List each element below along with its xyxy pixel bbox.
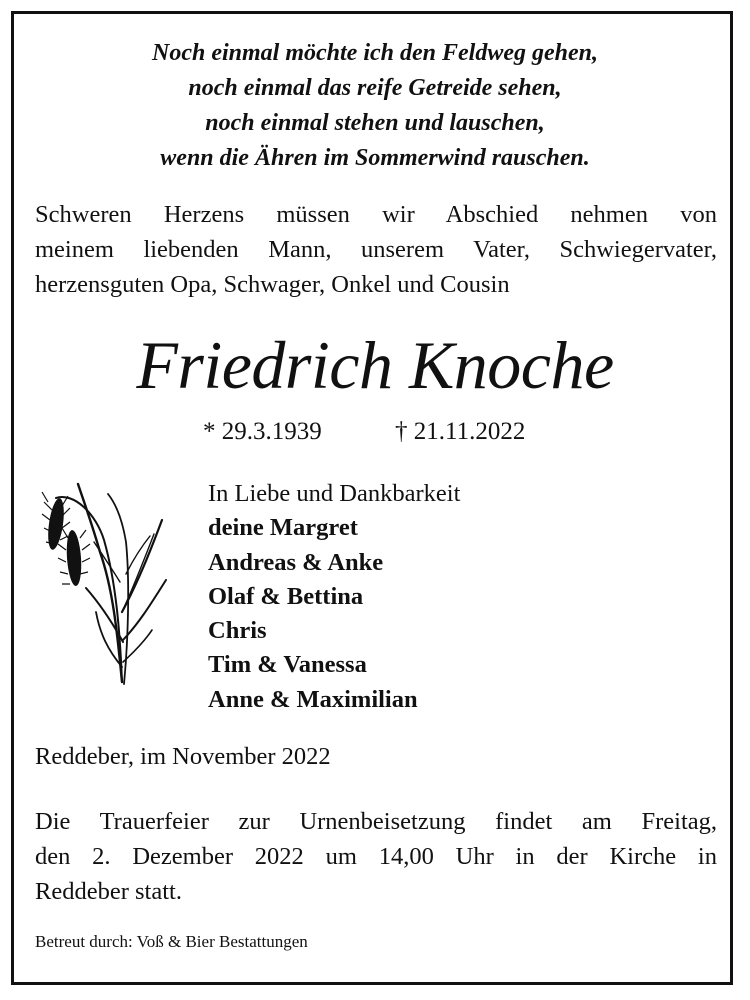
poem-line: wenn die Ähren im Sommerwind rauschen. bbox=[160, 145, 590, 171]
wheat-stalk-icon bbox=[30, 462, 180, 697]
intro-line: Schweren Herzens müssen wir Abschied nehmen von bbox=[35, 201, 717, 228]
deceased-name: Friedrich Knoche bbox=[136, 327, 614, 403]
poem-line: noch einmal das reife Getreide sehen, bbox=[188, 75, 562, 101]
death-date: † 21.11.2022 bbox=[395, 418, 526, 445]
ceremony-line: Reddeber statt. bbox=[35, 878, 182, 905]
ceremony-line: Die Trauerfeier zur Urnenbeisetzung findet am Freitag, bbox=[35, 808, 717, 835]
funeral-home-credit: Betreut durch: Voß & Bier Bestattungen bbox=[35, 932, 308, 951]
poem bbox=[0, 36, 750, 176]
intro-text bbox=[35, 197, 717, 302]
poem-line: Noch einmal möchte ich den Feldweg gehen, bbox=[152, 40, 598, 66]
family-member: Chris bbox=[208, 617, 267, 645]
family-member: Olaf & Bettina bbox=[208, 582, 364, 610]
intro-line: herzensguten Opa, Schwager, Onkel und Cousin bbox=[35, 271, 510, 298]
poem-line: noch einmal stehen und lauschen, bbox=[205, 110, 545, 136]
family-member: Tim & Vanessa bbox=[208, 651, 367, 679]
ceremony-text bbox=[35, 804, 717, 909]
family-intro: In Liebe und Dankbarkeit bbox=[208, 480, 461, 507]
family-member: Anne & Maximilian bbox=[208, 685, 418, 713]
intro-line: meinem liebenden Mann, unserem Vater, Schwiegervater, bbox=[35, 236, 717, 263]
birth-date: * 29.3.1939 bbox=[203, 418, 322, 445]
ceremony-line: den 2. Dezember 2022 um 14,00 Uhr in der Kirche in bbox=[35, 843, 717, 870]
family-member: Andreas & Anke bbox=[208, 548, 384, 576]
family-list bbox=[208, 477, 460, 717]
family-member: deine Margret bbox=[208, 514, 358, 542]
place-date: Reddeber, im November 2022 bbox=[35, 743, 331, 770]
